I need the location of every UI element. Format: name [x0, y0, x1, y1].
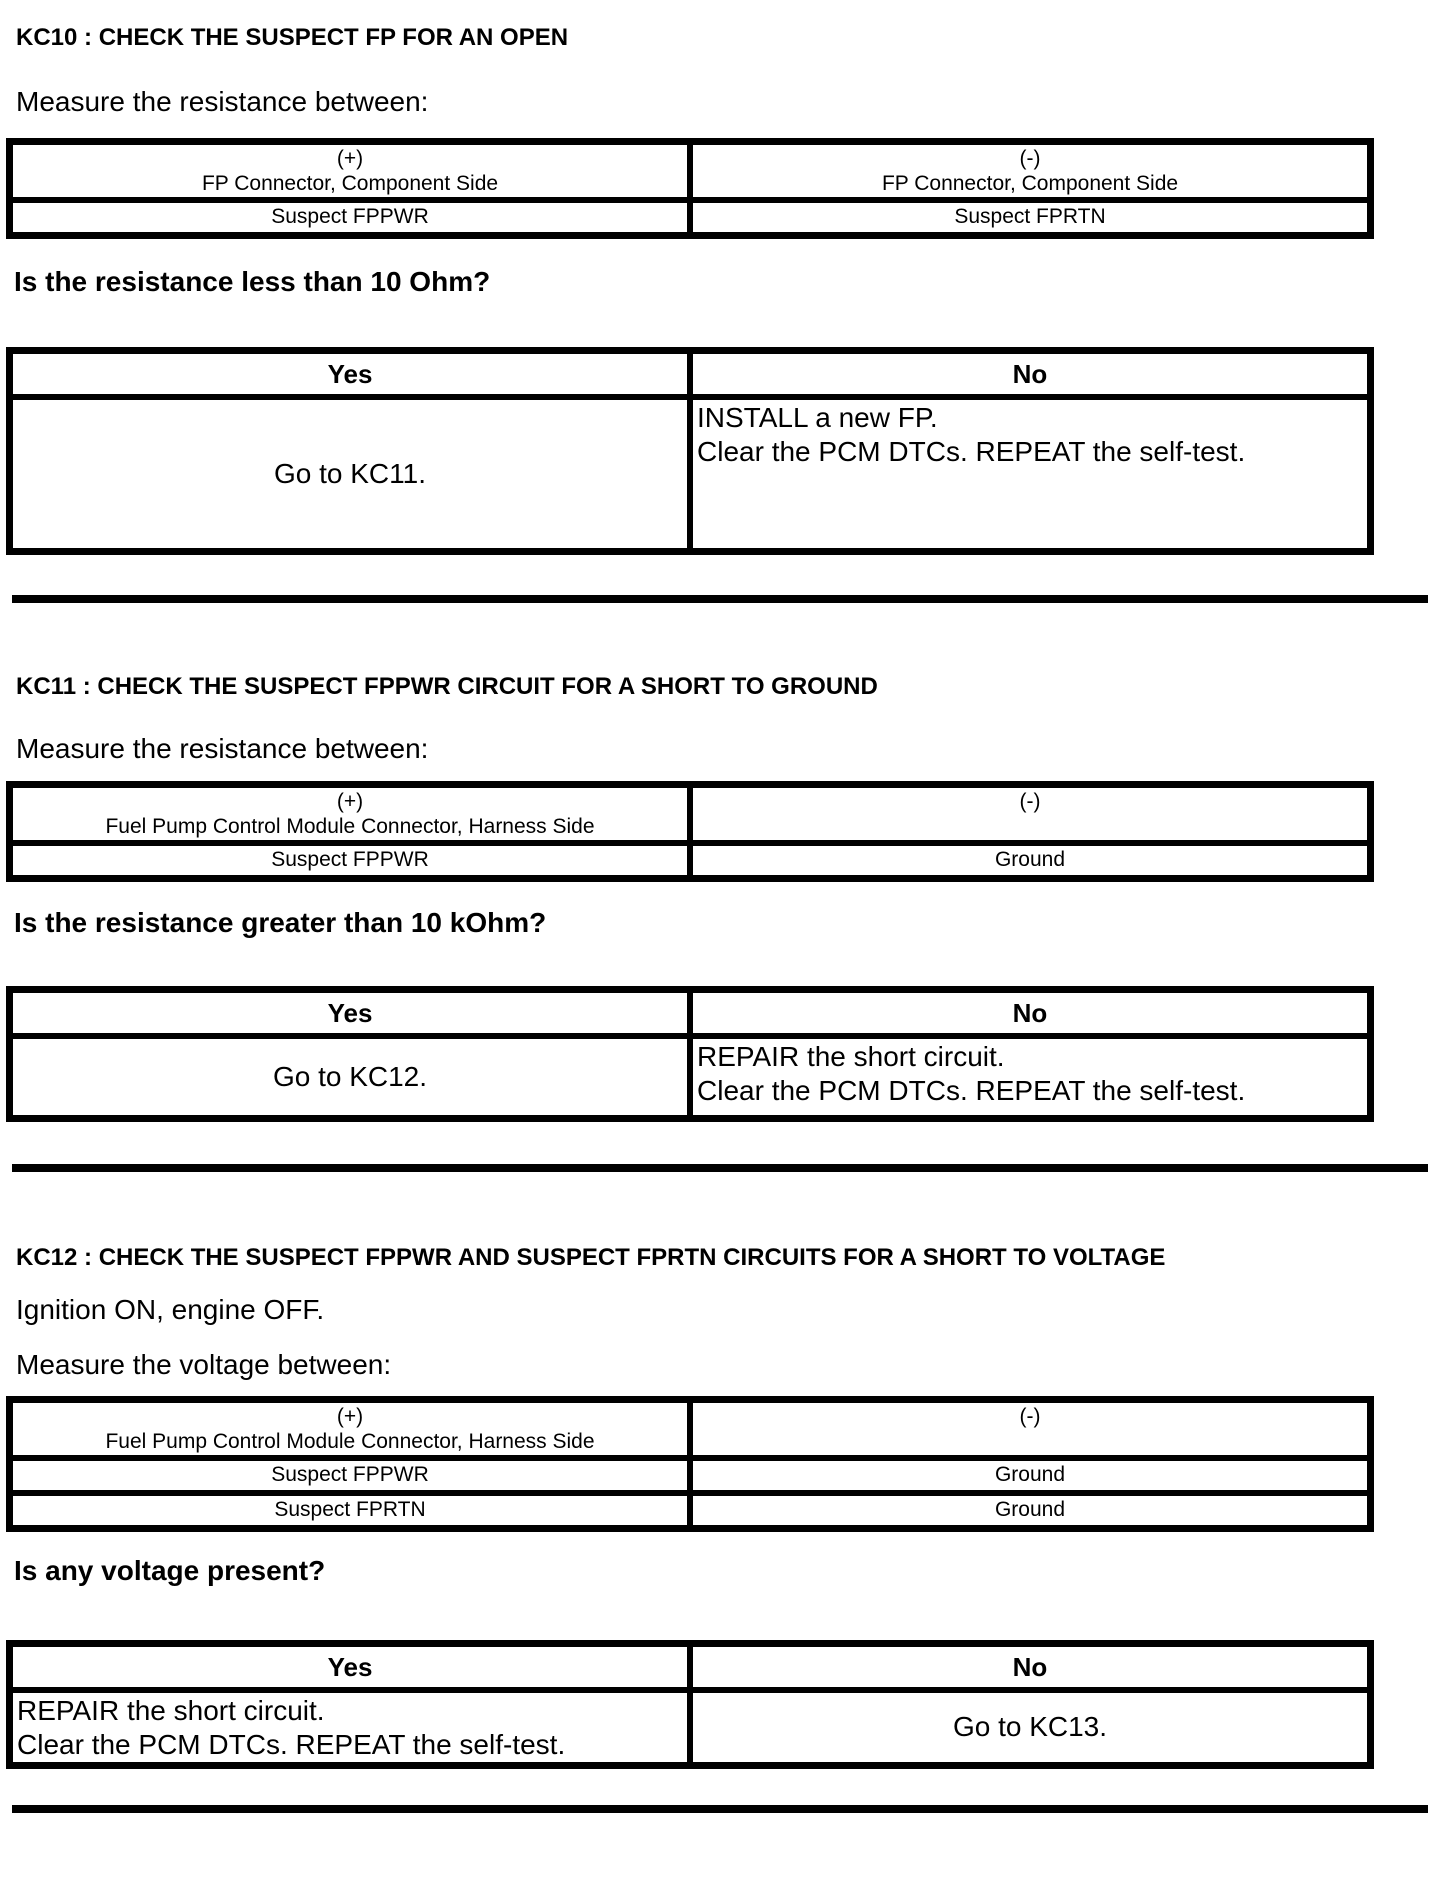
polarity-label: (+) [336, 147, 364, 171]
table-row [10, 1036, 1371, 1119]
measurement-table [6, 138, 1374, 239]
table-row [10, 843, 1371, 879]
section-divider [12, 595, 1428, 603]
no-cell [690, 1036, 1371, 1119]
table-row [10, 1690, 1371, 1766]
polarity-label: (+) [336, 1404, 364, 1428]
section-kc12 [0, 1244, 1440, 1813]
section-title: KC12 : CHECK THE SUSPECT FPPWR AND SUSPECT FPRTN CIRCUITS FOR A SHORT TO VOLTAGE [16, 1243, 1166, 1271]
measurement-table [6, 1396, 1374, 1532]
decision-table [6, 986, 1374, 1122]
instruction-text: Measure the resistance between: [16, 732, 429, 764]
table-row [10, 1493, 1371, 1529]
polarity-label: (-) [1019, 147, 1041, 171]
action-line: Go to KC12. [272, 1060, 428, 1092]
action-line: REPAIR the short circuit. [697, 1040, 1005, 1072]
yes-cell [10, 1690, 691, 1766]
table-row [10, 200, 1371, 236]
instruction-text: Measure the voltage between: [16, 1349, 392, 1381]
connector-location: FP Connector, Component Side [201, 172, 499, 196]
section-title: KC11 : CHECK THE SUSPECT FPPWR CIRCUIT FOR A SHORT TO GROUND [16, 672, 878, 700]
no-cell [690, 397, 1371, 552]
question-text: Is the resistance greater than 10 kOhm? [14, 907, 547, 939]
polarity-plus-header [10, 785, 691, 844]
instruction-text: Ignition ON, engine OFF. [16, 1293, 325, 1325]
no-header: No [690, 350, 1371, 397]
circuit-cell: Suspect FPPWR [10, 843, 691, 879]
polarity-minus-header [690, 142, 1371, 201]
question-text: Is the resistance less than 10 Ohm? [14, 266, 491, 298]
section-kc10 [0, 24, 1440, 603]
circuit-cell: Ground [690, 1458, 1371, 1493]
connector-location: Fuel Pump Control Module Connector, Harness Side [105, 1429, 595, 1453]
connector-location: FP Connector, Component Side [881, 172, 1179, 196]
section-title: KC10 : CHECK THE SUSPECT FP FOR AN OPEN [16, 24, 569, 51]
action-line: Go to KC13. [952, 1711, 1108, 1743]
action-line: REPAIR the short circuit. [17, 1694, 325, 1726]
table-row [10, 1458, 1371, 1493]
section-kc11 [0, 673, 1440, 1172]
polarity-minus-header [690, 1399, 1371, 1458]
document-page [0, 24, 1440, 1884]
instruction-text: Measure the resistance between: [16, 85, 429, 117]
measurement-table [6, 781, 1374, 882]
section-divider [12, 1164, 1428, 1172]
table-row [10, 397, 1371, 552]
polarity-label: (-) [1019, 790, 1041, 814]
yes-cell [10, 397, 691, 552]
yes-cell [10, 1036, 691, 1119]
circuit-cell: Ground [690, 1493, 1371, 1529]
action-line: Clear the PCM DTCs. REPEAT the self-test. [697, 435, 1246, 467]
polarity-plus-header [10, 1399, 691, 1458]
action-line: INSTALL a new FP. [697, 401, 938, 433]
action-line: Clear the PCM DTCs. REPEAT the self-test. [697, 1074, 1246, 1106]
yes-header: Yes [10, 350, 691, 397]
question-text: Is any voltage present? [14, 1554, 326, 1586]
circuit-cell: Suspect FPRTN [690, 200, 1371, 236]
yes-header: Yes [10, 1643, 691, 1690]
circuit-cell: Suspect FPPWR [10, 1458, 691, 1493]
polarity-plus-header [10, 142, 691, 201]
circuit-cell: Suspect FPPWR [10, 200, 691, 236]
yes-header: Yes [10, 989, 691, 1036]
circuit-cell: Ground [690, 843, 1371, 879]
decision-table [6, 347, 1374, 555]
polarity-minus-header [690, 785, 1371, 844]
action-line: Go to KC11. [273, 457, 426, 489]
polarity-label: (+) [336, 790, 364, 814]
section-divider [12, 1805, 1428, 1813]
circuit-cell: Suspect FPRTN [10, 1493, 691, 1529]
polarity-label: (-) [1019, 1404, 1041, 1428]
connector-location: Fuel Pump Control Module Connector, Harness Side [105, 815, 595, 839]
no-header: No [690, 989, 1371, 1036]
action-line: Clear the PCM DTCs. REPEAT the self-test. [17, 1728, 566, 1760]
no-cell [690, 1690, 1371, 1766]
decision-table [6, 1640, 1374, 1769]
no-header: No [690, 1643, 1371, 1690]
